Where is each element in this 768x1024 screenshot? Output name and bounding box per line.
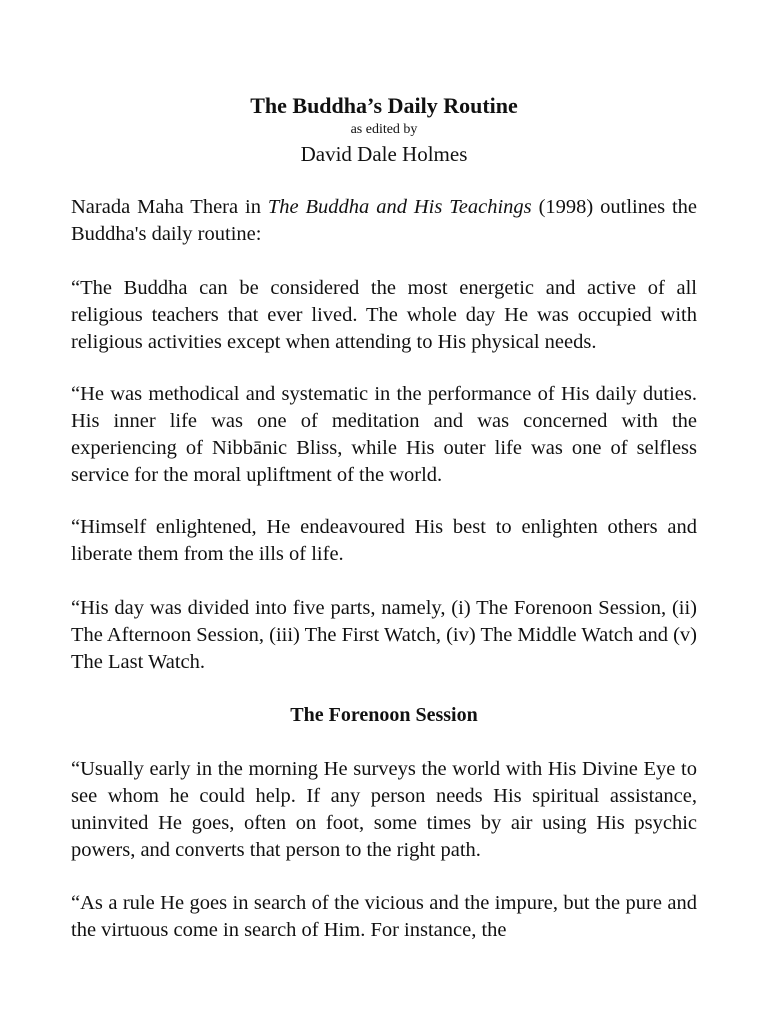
section-heading: The Forenoon Session [290,704,478,726]
document-subtitle: as edited by [350,122,418,137]
body-paragraph: “His day was divided into five parts, namely, (i) The Forenoon Session, (ii) The Afternoon Session, (iii) The First Watch, (iv) The Middle Watch and (v) The Last Watch. [71,597,698,673]
body-paragraph: “He was methodical and systematic in the performance of His daily duties. His inner life was one of meditation and was concerned with the experiencing of Nibbānic Bliss, while His outer life was one of selfless service for the moral upliftment of the world. [71,383,697,486]
section-paragraph: “As a rule He goes in search of the vicious and the impure, but the pure and the virtuous come in search of Him. For instance, the [71,892,697,941]
body-paragraph: “The Buddha can be considered the most energetic and active of all religious teachers that ever lived. The whole day He was occupied with religious activities except when attending to His physical needs. [71,277,697,353]
intro-text-before: Narada Maha Thera in [71,196,268,218]
document-author: David Dale Holmes [300,142,468,166]
document-title: The Buddha’s Daily Routine [250,93,518,118]
intro-text-after: (1998) outlines the Buddha's daily routine: [71,196,697,245]
book-title: The Buddha and His Teachings [267,196,532,218]
section-paragraph: “Usually early in the morning He surveys the world with His Divine Eye to see whom he could help. If any person needs His spiritual assistance, uninvited He goes, often on foot, some times by air using His psychic powers, and converts that person to the right path. [71,758,697,861]
body-paragraph: “Himself enlightened, He endeavoured His best to enlighten others and liberate them from the ills of life. [71,516,697,565]
intro-paragraph [71,194,697,248]
